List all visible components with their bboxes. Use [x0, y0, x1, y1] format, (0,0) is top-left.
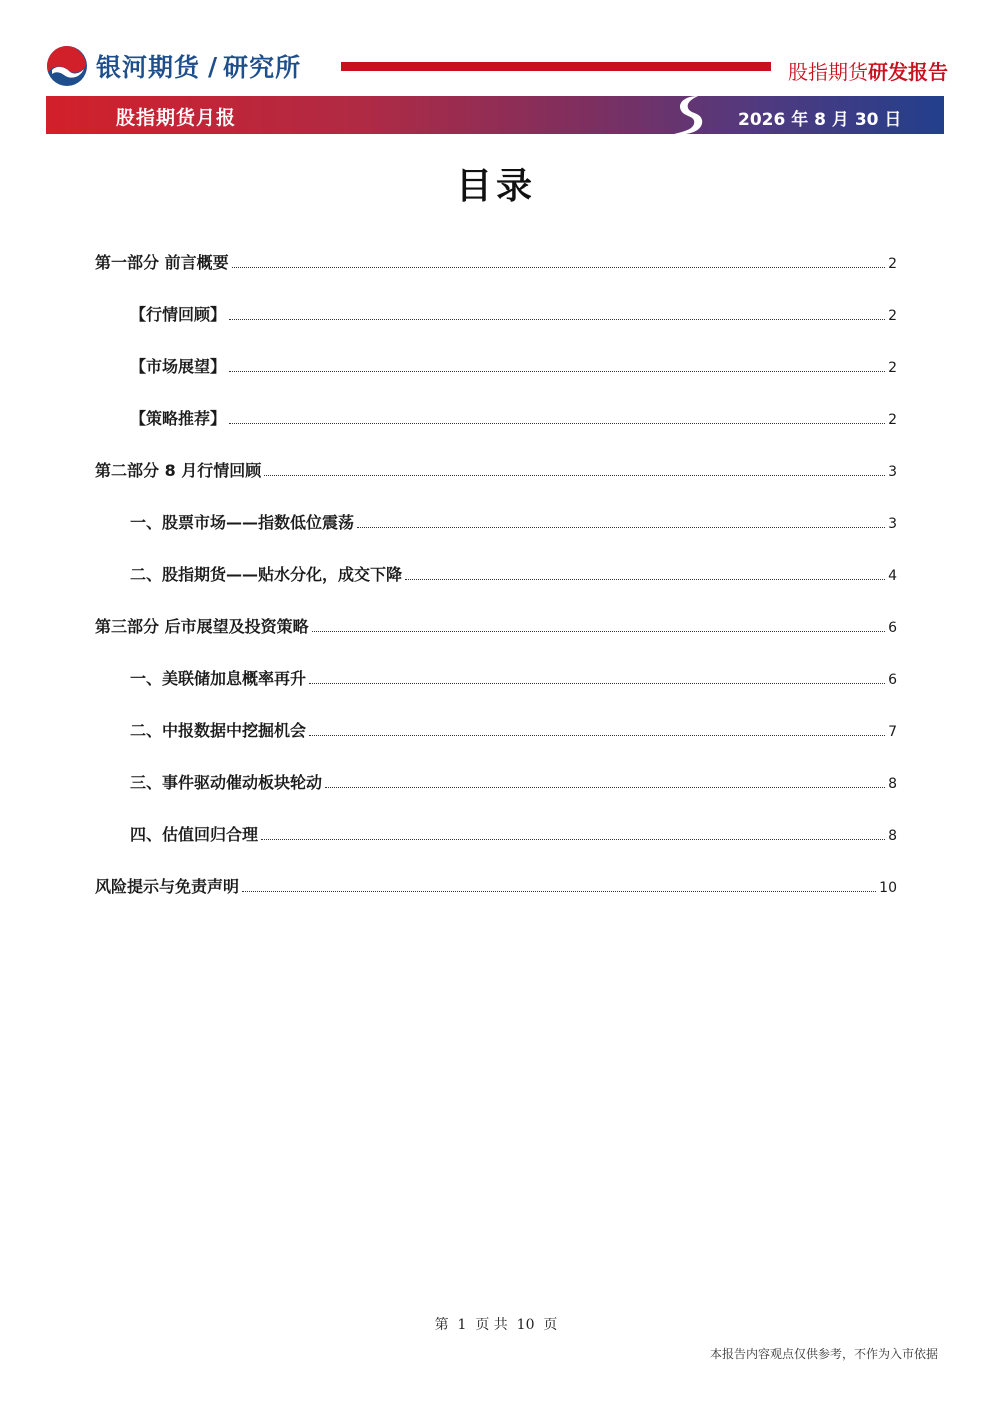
toc-leader-dots — [357, 527, 885, 528]
toc-entry-label: 【策略推荐】 — [130, 409, 227, 428]
toc-entry[interactable] — [130, 770, 897, 794]
toc-entry-page: 3 — [888, 516, 897, 532]
toc-leader-dots — [309, 735, 885, 736]
toc-entry-label: 二、股指期货——贴水分化，成交下降 — [130, 565, 403, 584]
toc-entry[interactable] — [130, 510, 897, 534]
toc-leader-dots — [229, 371, 885, 372]
toc-entry-page: 7 — [888, 724, 897, 740]
toc-entry[interactable] — [130, 822, 897, 846]
toc-title: 目录 — [455, 166, 536, 207]
toc-leader-dots — [232, 267, 886, 268]
toc-entry-page: 2 — [888, 360, 897, 376]
toc-entry-page: 6 — [888, 672, 897, 688]
toc-entry[interactable] — [130, 718, 897, 742]
toc-entry-page: 8 — [888, 828, 897, 844]
toc-leader-dots — [229, 319, 885, 320]
department-name: 研究所 — [223, 53, 302, 82]
toc-entry-label: 四、估值回归合理 — [130, 825, 259, 844]
toc-leader-dots — [325, 787, 885, 788]
toc-leader-dots — [312, 631, 886, 632]
toc-entry-page: 8 — [888, 776, 897, 792]
toc-entry[interactable] — [95, 250, 897, 274]
toc-entry[interactable] — [130, 302, 897, 326]
toc-entry[interactable] — [130, 562, 897, 586]
swoosh-icon — [668, 94, 712, 136]
report-type-prefix: 股指期货 — [788, 60, 868, 84]
toc-entry[interactable] — [130, 666, 897, 690]
toc-entry-label: 二、中报数据中挖掘机会 — [130, 721, 307, 740]
band-title: 股指期货月报 — [116, 107, 237, 129]
toc-leader-dots — [309, 683, 885, 684]
toc-leader-dots — [242, 891, 876, 892]
toc-entry-label: 【行情回顾】 — [130, 305, 227, 324]
toc-entry-page: 2 — [888, 308, 897, 324]
company-name: 银河期货 — [96, 53, 201, 82]
company-logo — [44, 44, 301, 88]
toc-entry[interactable] — [95, 458, 897, 482]
toc-entry-page: 10 — [879, 880, 897, 896]
toc-leader-dots — [261, 839, 885, 840]
toc-entry-page: 6 — [888, 620, 897, 636]
report-date: 2026 年 8 月 30 日 — [738, 110, 902, 130]
toc-entry[interactable] — [95, 614, 897, 638]
toc-entry-label: 风险提示与免责声明 — [95, 877, 240, 896]
toc-entry-label: 【市场展望】 — [130, 357, 227, 376]
toc-entry-page: 2 — [888, 412, 897, 428]
toc-entry-page: 4 — [888, 568, 897, 584]
toc-entry-label: 三、事件驱动催动板块轮动 — [130, 773, 323, 792]
galaxy-logo-icon — [44, 44, 90, 88]
toc-entry-label: 第二部分 8 月行情回顾 — [95, 461, 262, 480]
report-type-suffix: 研发报告 — [868, 60, 948, 84]
toc-entry-label: 一、股票市场——指数低位震荡 — [130, 513, 355, 532]
toc-leader-dots — [405, 579, 885, 580]
toc-entry-page: 2 — [888, 256, 897, 272]
toc-entry[interactable] — [130, 406, 897, 430]
page-number: 第 1 页 共 10 页 — [434, 1317, 558, 1333]
toc-entry-label: 第一部分 前言概要 — [95, 253, 229, 272]
toc-entry[interactable] — [95, 874, 897, 898]
footer-disclaimer: 本报告内容观点仅供参考，不作为入市依据 — [709, 1347, 938, 1361]
toc-entry-page: 3 — [888, 464, 897, 480]
toc-entry-label: 一、美联储加息概率再升 — [130, 669, 307, 688]
toc-entry-label: 第三部分 后市展望及投资策略 — [95, 617, 309, 636]
toc-leader-dots — [264, 475, 885, 476]
report-type — [788, 56, 948, 85]
header-red-rule — [341, 62, 771, 71]
toc-leader-dots — [229, 423, 885, 424]
logo-separator: / — [208, 51, 218, 81]
toc-entry[interactable] — [130, 354, 897, 378]
